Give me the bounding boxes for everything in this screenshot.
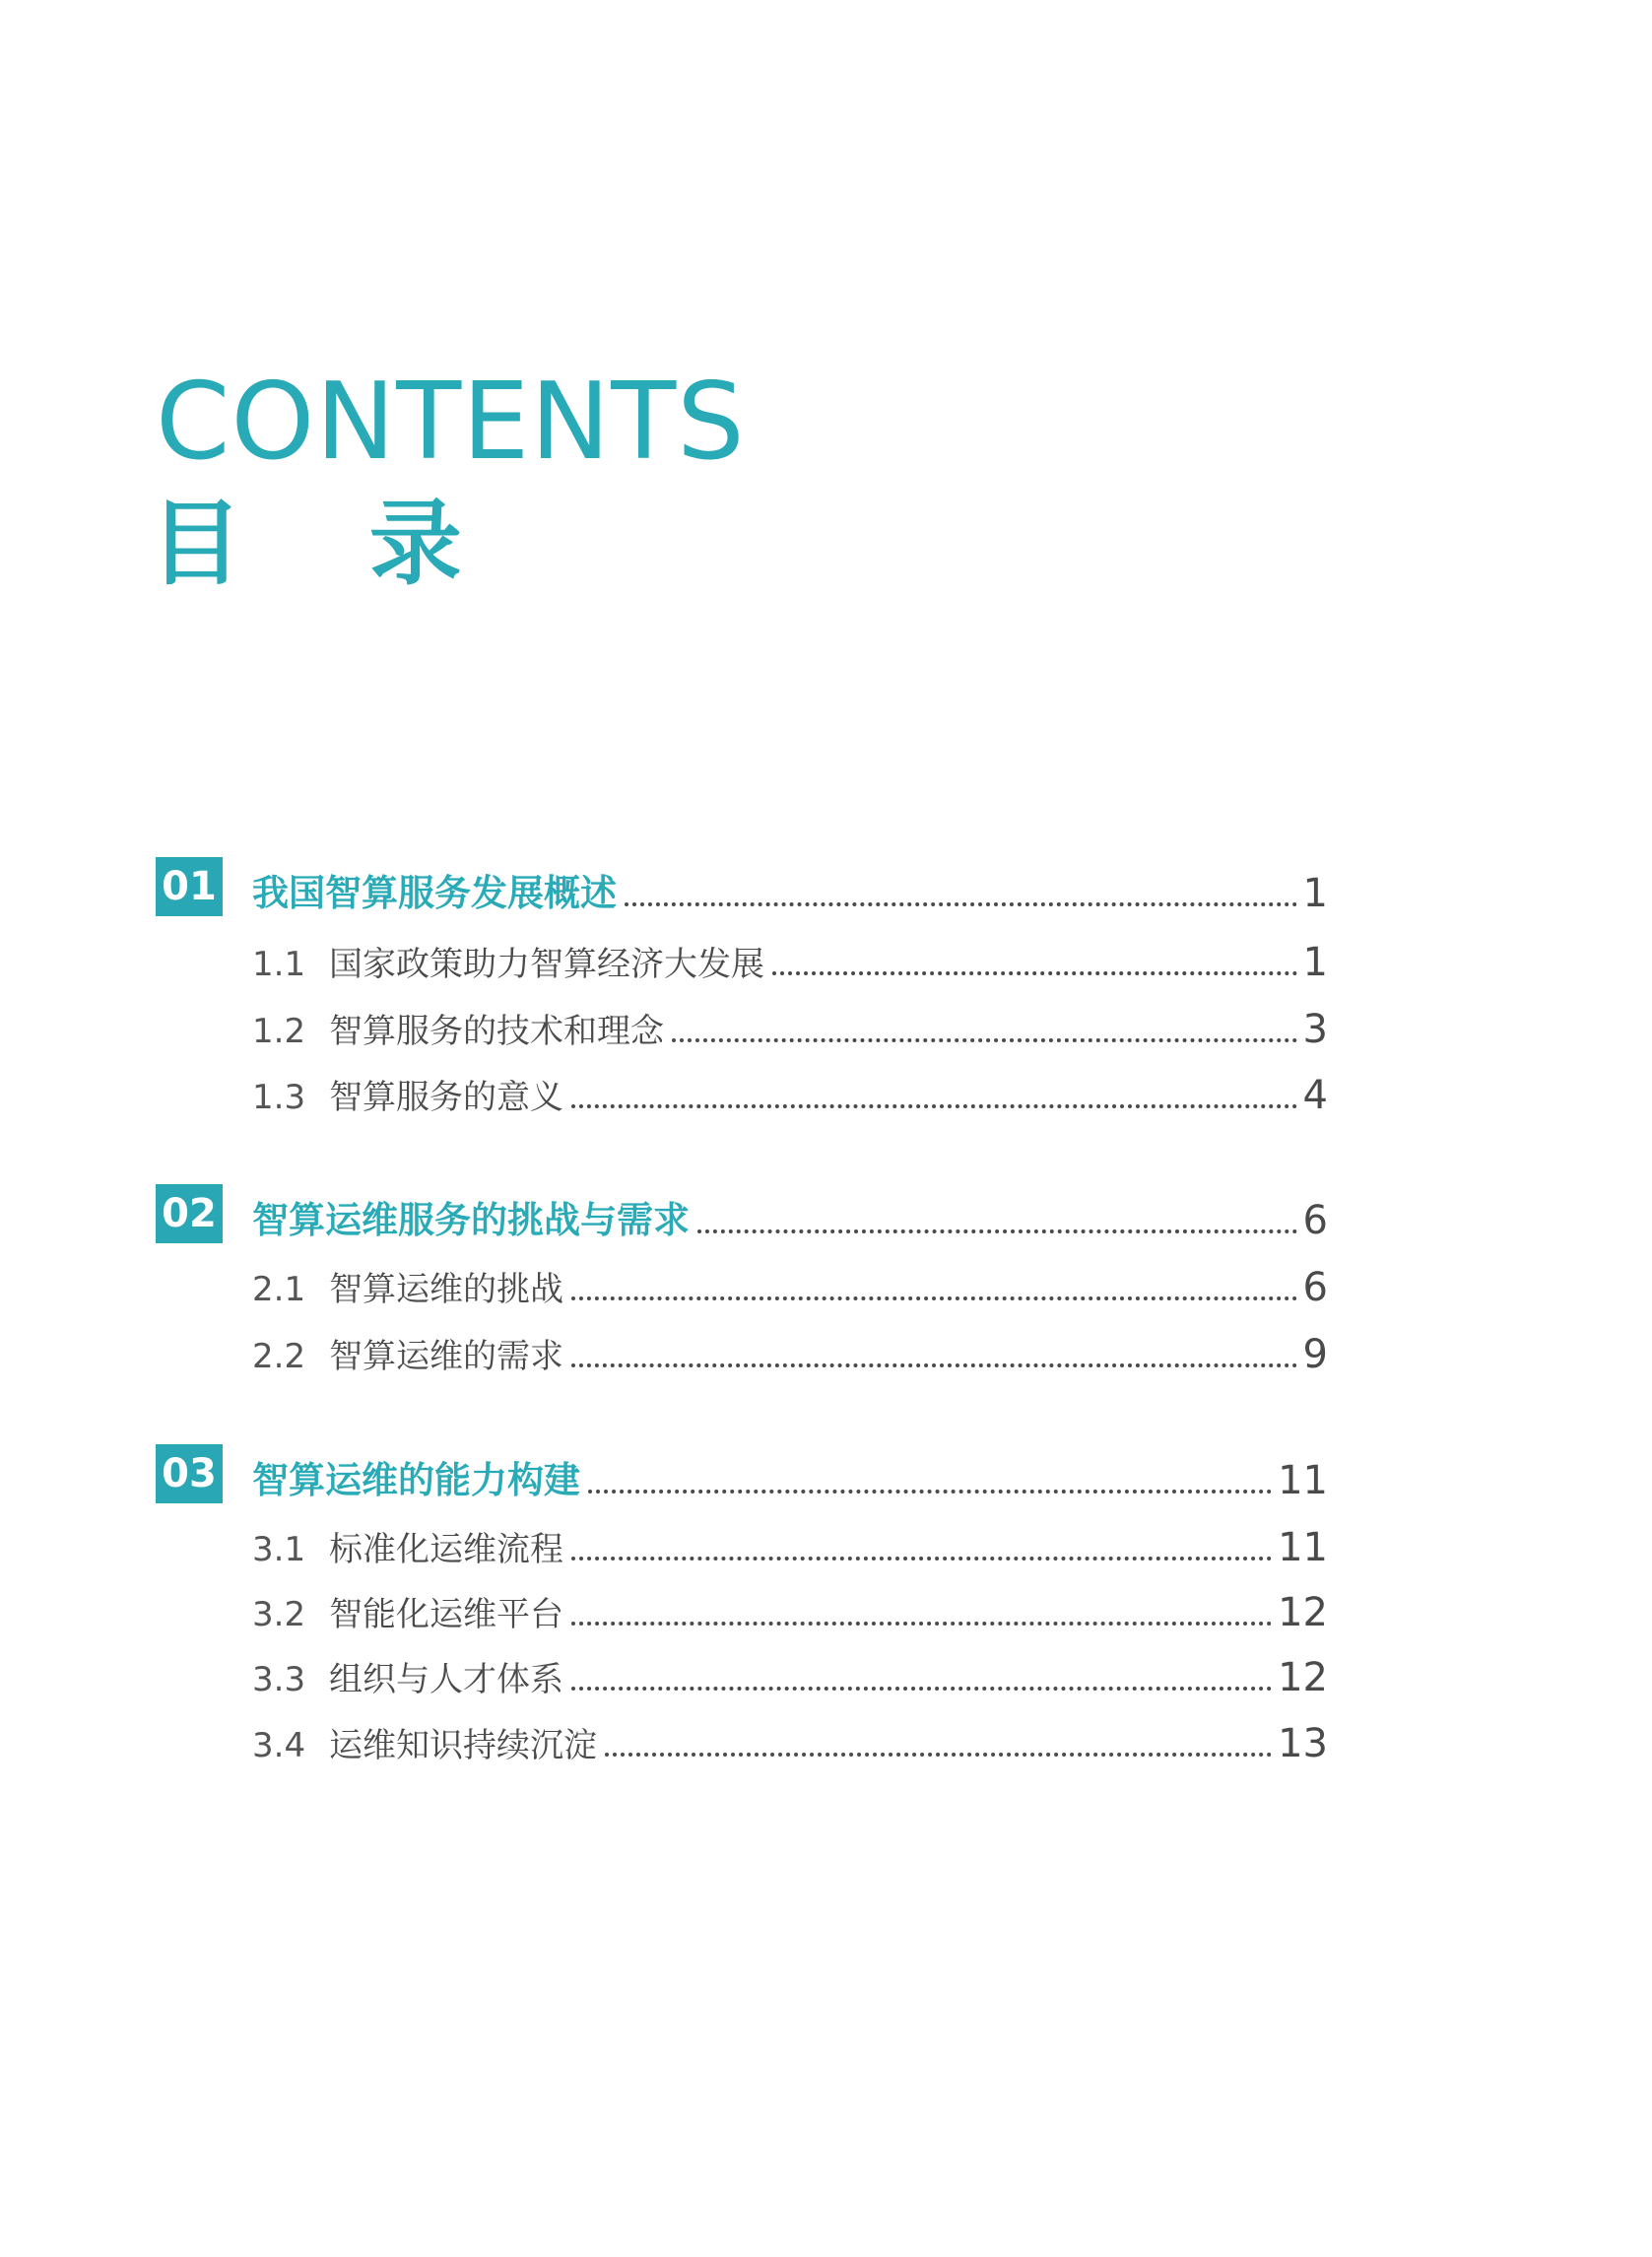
dot-leader (772, 971, 1297, 975)
dot-leader (697, 1229, 1297, 1233)
dot-leader (571, 1296, 1297, 1300)
page-number: 11 (1278, 1458, 1328, 1503)
subsection-number: 3.1 (252, 1530, 306, 1569)
subsection-number: 1.1 (252, 945, 306, 984)
dot-leader (588, 1490, 1272, 1494)
toc-subsection-entry[interactable] (252, 926, 1328, 985)
page-number: 3 (1302, 1007, 1328, 1052)
toc-subsection-entry[interactable] (252, 1251, 1328, 1310)
chapter-title: 我国智算服务发展概述 (252, 872, 617, 914)
page-title-zh: 目 录 (150, 491, 509, 598)
subsection-title: 智算运维的挑战 (329, 1270, 563, 1309)
dot-leader (672, 1038, 1297, 1042)
page-number: 12 (1278, 1590, 1328, 1635)
chapter-number-badge: 03 (156, 1444, 223, 1503)
subsection-title: 组织与人才体系 (329, 1660, 563, 1699)
toc-subsection-entry[interactable] (252, 1641, 1328, 1700)
dot-leader (571, 1687, 1272, 1691)
page-number: 6 (1302, 1265, 1328, 1310)
dot-leader (605, 1753, 1272, 1757)
dot-leader (571, 1104, 1297, 1108)
subsection-number: 3.4 (252, 1726, 306, 1765)
page-number: 12 (1278, 1655, 1328, 1700)
subsection-number: 1.3 (252, 1078, 306, 1117)
subsection-title: 国家政策助力智算经济大发展 (329, 945, 764, 984)
subsection-number: 3.2 (252, 1595, 306, 1634)
page-number: 6 (1302, 1198, 1328, 1243)
toc-chapter-entry[interactable] (252, 1444, 1328, 1503)
chapter-number-badge: 01 (156, 857, 223, 916)
page-number: 1 (1302, 940, 1328, 985)
page-number: 4 (1302, 1073, 1328, 1118)
toc-subsection-entry[interactable] (252, 1707, 1328, 1766)
subsection-title: 智算服务的技术和理念 (329, 1012, 664, 1051)
toc-subsection-entry[interactable] (252, 993, 1328, 1052)
dot-leader (571, 1557, 1272, 1560)
subsection-number: 2.1 (252, 1270, 306, 1309)
toc-chapter-entry[interactable] (252, 857, 1328, 916)
dot-leader (571, 1363, 1297, 1367)
toc-subsection-entry[interactable] (252, 1576, 1328, 1635)
page-number: 1 (1302, 871, 1328, 916)
page-title-en: CONTENTS (156, 361, 746, 484)
page-number: 9 (1302, 1332, 1328, 1377)
subsection-number: 1.2 (252, 1012, 306, 1051)
page-number: 11 (1278, 1525, 1328, 1570)
toc-chapter-entry[interactable] (252, 1184, 1328, 1243)
subsection-title: 标准化运维流程 (329, 1530, 563, 1569)
subsection-title: 运维知识持续沉淀 (329, 1726, 597, 1765)
page-number: 13 (1278, 1721, 1328, 1766)
toc-subsection-entry[interactable] (252, 1059, 1328, 1118)
toc-subsection-entry[interactable] (252, 1318, 1328, 1377)
subsection-number: 2.2 (252, 1337, 306, 1376)
chapter-title: 智算运维服务的挑战与需求 (252, 1199, 690, 1241)
chapter-number-badge: 02 (156, 1184, 223, 1243)
subsection-number: 3.3 (252, 1660, 306, 1699)
dot-leader (571, 1622, 1272, 1626)
chapter-title: 智算运维的能力构建 (252, 1459, 580, 1501)
subsection-title: 智能化运维平台 (329, 1595, 563, 1634)
toc-subsection-entry[interactable] (252, 1511, 1328, 1570)
subsection-title: 智算服务的意义 (329, 1078, 563, 1117)
dot-leader (625, 902, 1297, 906)
subsection-title: 智算运维的需求 (329, 1337, 563, 1376)
